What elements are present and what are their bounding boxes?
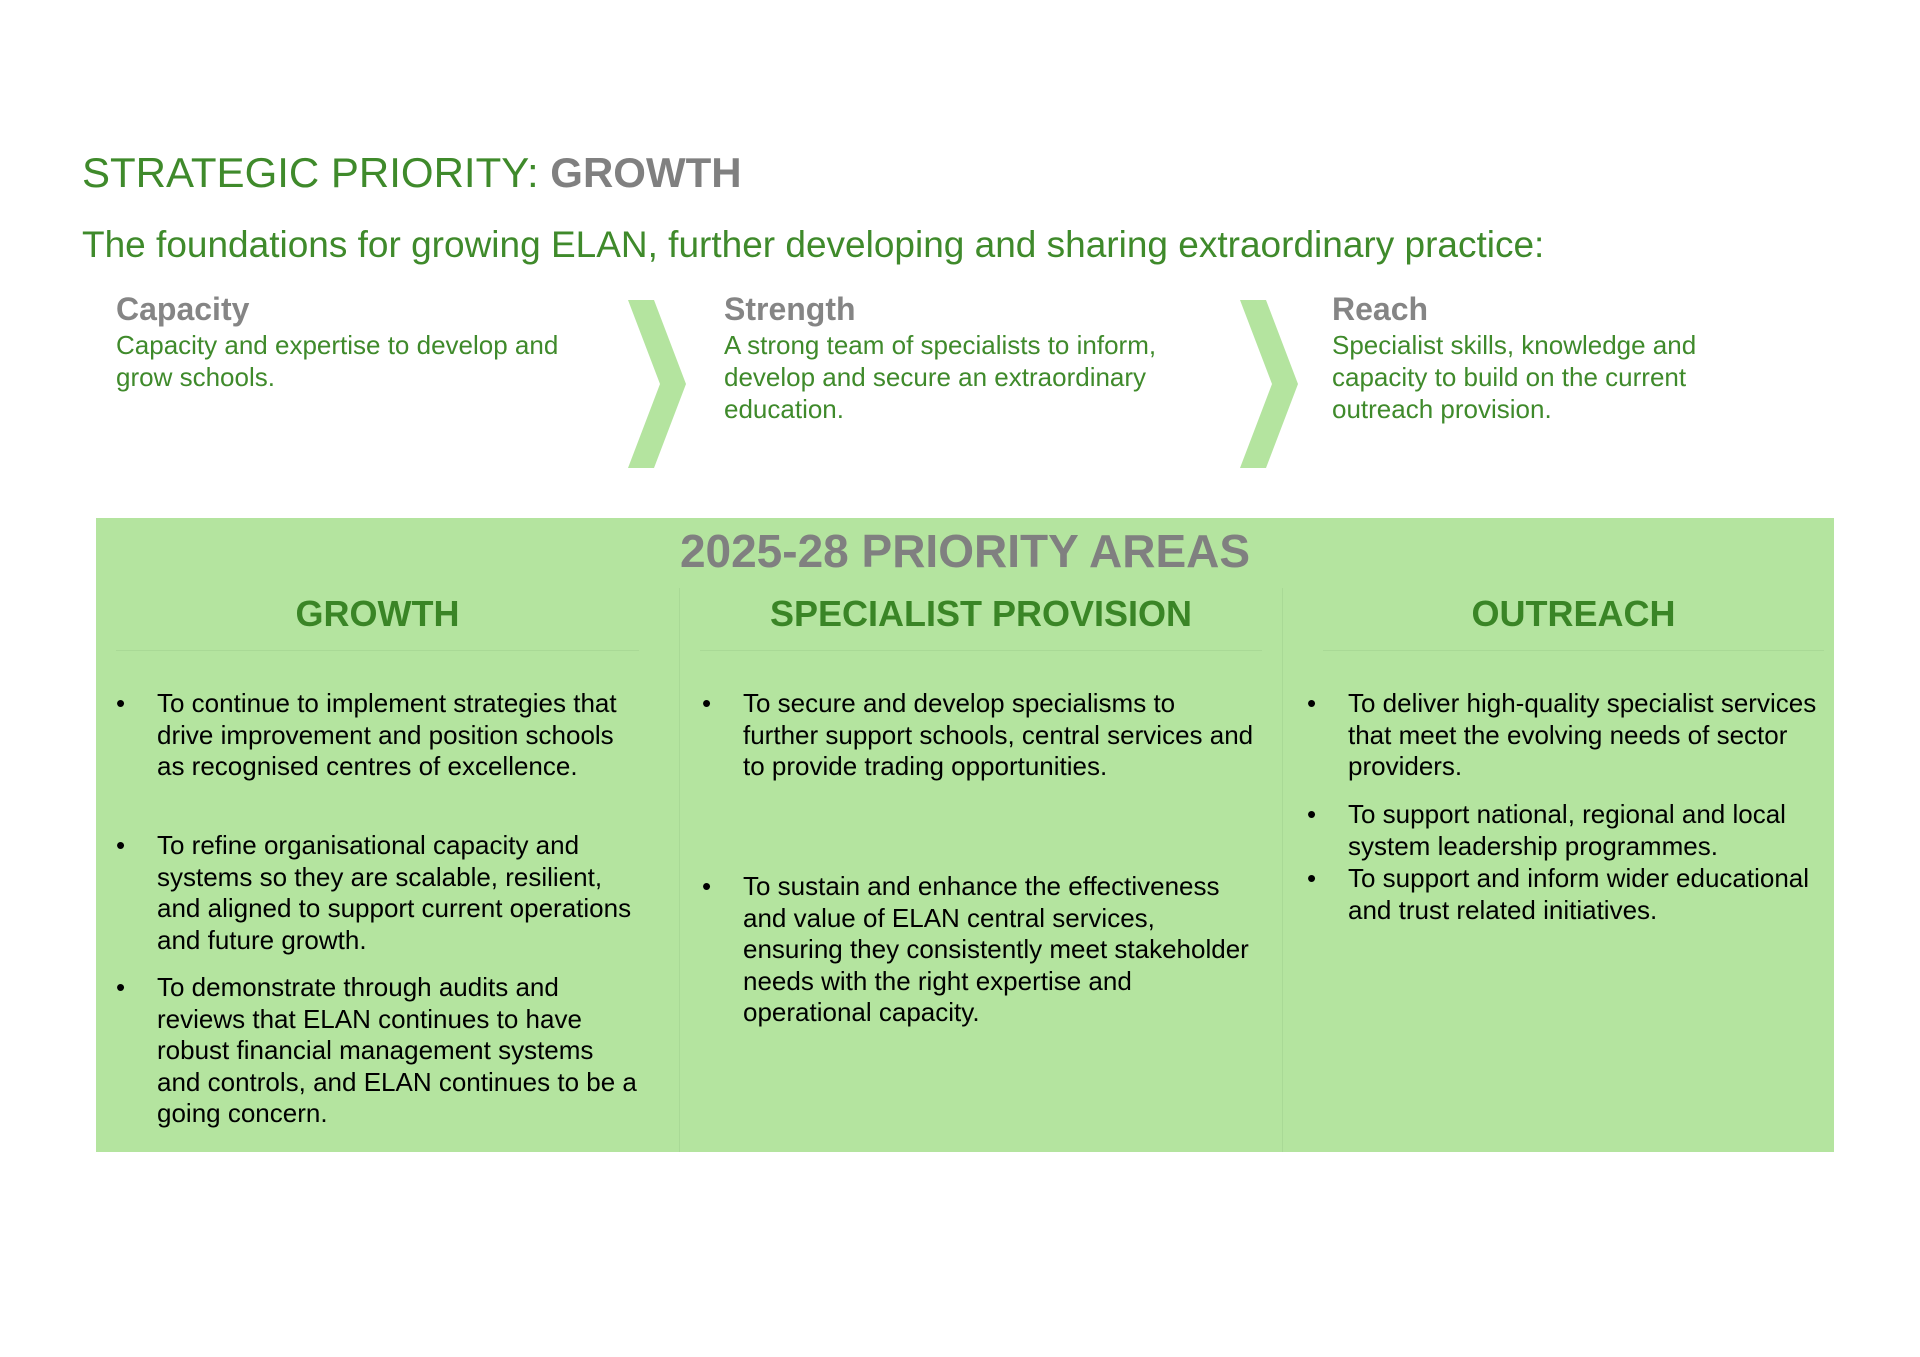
column-heading: OUTREACH: [1323, 592, 1824, 651]
priority-column-specialist-provision: [680, 592, 1282, 1027]
list-item: • To deliver high-quality specialist services that meet the evolving needs of sector providers.: [1295, 688, 1830, 783]
priority-areas-panel: [96, 518, 1834, 1152]
column-heading: SPECIALIST PROVISION: [700, 592, 1262, 651]
pillar-capacity: [116, 292, 616, 393]
pillar-description: Capacity and expertise to develop and grow schools.: [116, 330, 559, 393]
list-item: • To secure and develop specialisms to further support schools, central services and to provide trading opportunities.: [690, 688, 1255, 783]
page-subtitle: The foundations for growing ELAN, further developing and sharing extraordinary practice:: [82, 224, 1545, 265]
priority-column-growth: [96, 592, 679, 1128]
list-item: • To refine organisational capacity and systems so they are scalable, resilient, and aligned to support current operations and future growth.: [104, 830, 644, 956]
column-heading: GROWTH: [116, 592, 639, 651]
pillar-heading: Strength: [724, 291, 856, 327]
list-item: • To sustain and enhance the effectiveness and value of ELAN central services, ensuring they consistently meet stakeholder needs with the right expertise and operational capacity.: [690, 871, 1255, 1029]
column-divider: [679, 588, 680, 1152]
pillar-description: Specialist skills, knowledge and capacity to build on the current outreach provision.: [1332, 330, 1697, 425]
pillar-strength: [724, 292, 1224, 425]
priority-areas-title: 2025-28 PRIORITY AREAS: [679, 525, 1251, 577]
pillar-description: A strong team of specialists to inform, develop and secure an extraordinary education.: [724, 330, 1157, 425]
pillar-heading: Reach: [1332, 291, 1429, 327]
chevron-right-icon: [1240, 300, 1300, 468]
list-item: • To support and inform wider educational and trust related initiatives.: [1295, 863, 1830, 926]
chevron-right-icon: [628, 300, 688, 468]
list-item: • To demonstrate through audits and reviews that ELAN continues to have robust financial management systems and controls, and ELAN continues to be a going concern.: [104, 972, 644, 1130]
list-item: • To support national, regional and local system leadership programmes.: [1295, 799, 1830, 862]
title-prefix: STRATEGIC PRIORITY:: [82, 149, 539, 196]
list-item: • To continue to implement strategies that drive improvement and position schools as recognised centres of excellence.: [104, 688, 644, 783]
column-divider: [1282, 588, 1283, 1152]
pillar-heading: Capacity: [116, 291, 250, 327]
title-accent: GROWTH: [550, 149, 742, 196]
page-title: [82, 148, 742, 198]
pillar-reach: [1332, 292, 1832, 425]
priority-column-outreach: [1283, 592, 1834, 925]
